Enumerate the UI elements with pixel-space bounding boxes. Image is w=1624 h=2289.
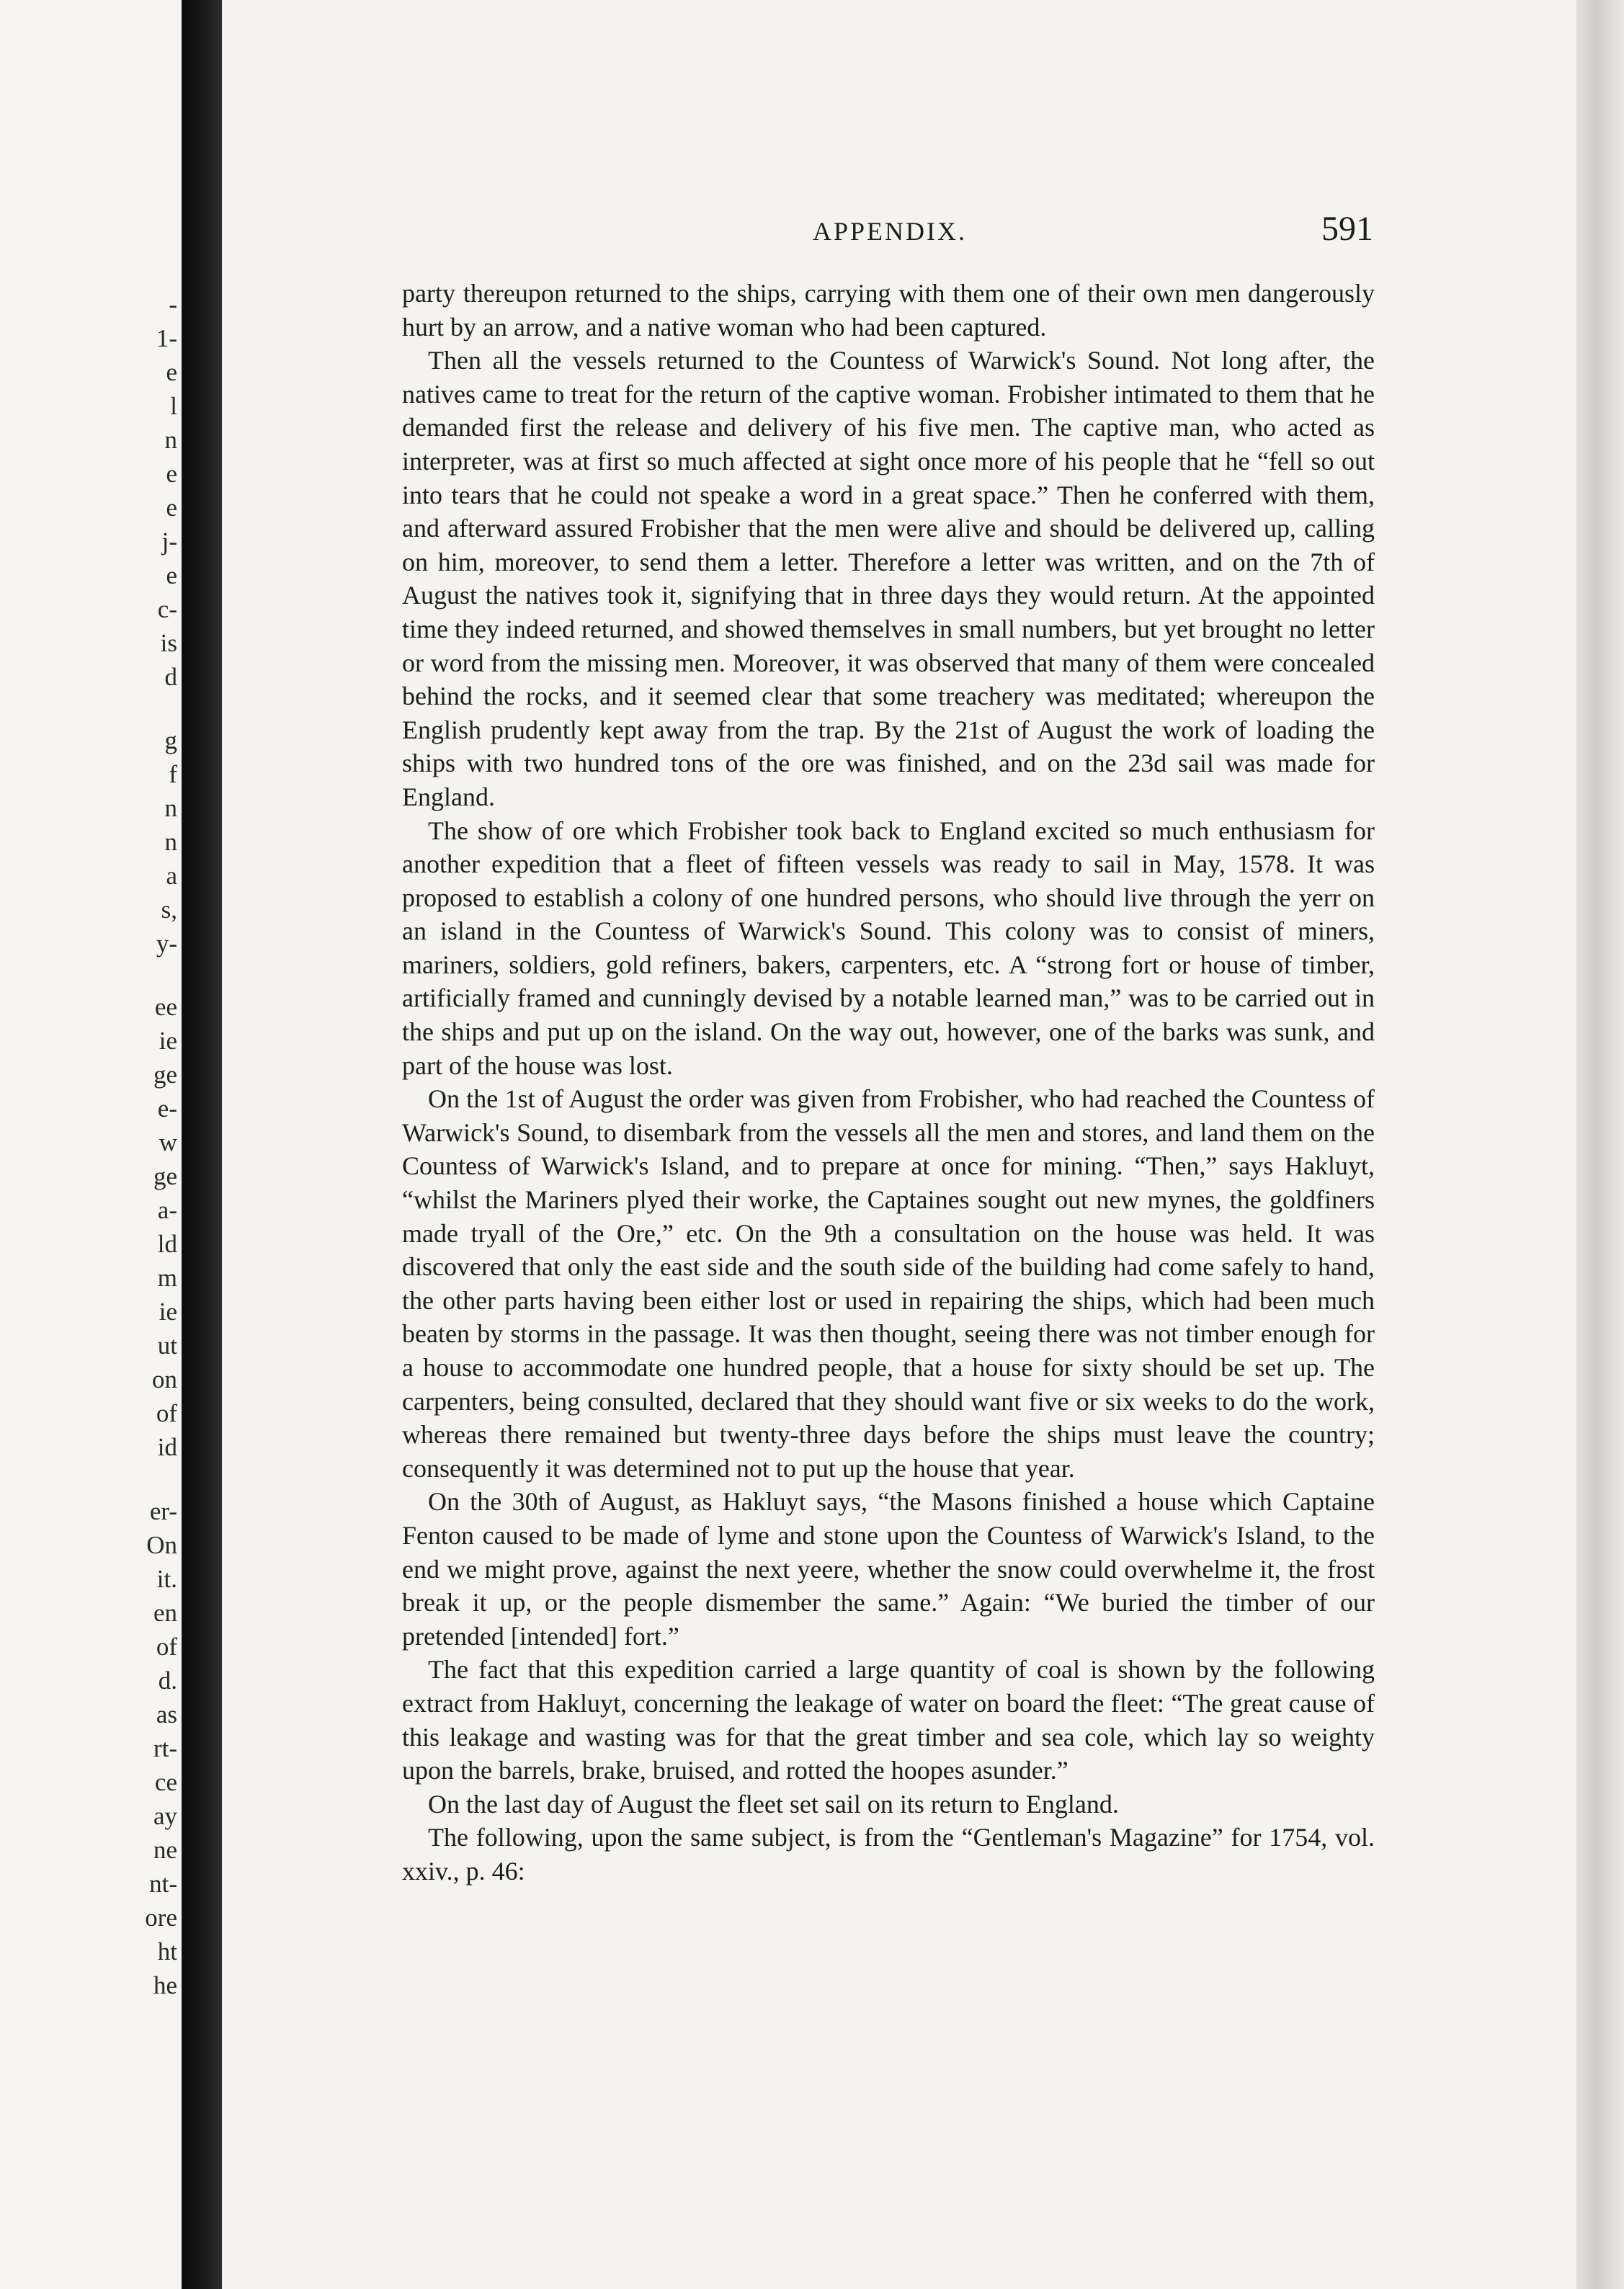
left-page-fragment: g <box>164 726 177 754</box>
left-page-fragment: is <box>160 629 177 657</box>
left-page-fragment: he <box>153 1971 177 1999</box>
left-page-fragment: ee <box>154 993 177 1021</box>
left-page-fragment: ie <box>159 1027 177 1055</box>
body-text <box>402 277 1375 1888</box>
left-page-fragment: as <box>156 1700 177 1728</box>
left-page-fragment: ie <box>159 1298 177 1326</box>
left-page-fragment: n <box>164 794 177 822</box>
paragraph: The show of ore which Frobisher took back to England excited so much enthusiasm for another expedition that a fleet of fifteen vessels was ready to sail in May, 1578. It was proposed to establish a colony of one hundred persons, who should live through the yerr on an island in the Countess of Warwick's Sound. This colony was to consist of miners, mariners, soldiers, gold refiners, bakers, carpenters, etc. A “strong fort or house of timber, artificially framed and cunningly devised by a notable learned man,” was to be carried out in the ships and put up on the island. On the way out, however, one of the barks was sunk, and part of the house was lost. <box>402 816 1375 1080</box>
left-page-fragment: s, <box>161 896 177 924</box>
paragraph: party thereupon returned to the ships, carrying with them one of their own men dangerously hurt by an arrow, and a native woman who had been captured. <box>402 279 1375 342</box>
left-page-fragment: d <box>164 663 177 691</box>
left-page-fragment: d. <box>158 1666 177 1695</box>
left-page-fragment: ut <box>157 1331 177 1360</box>
book-gutter <box>182 0 222 2289</box>
left-facing-page <box>0 0 182 2289</box>
paragraph: Then all the vessels returned to the Countess of Warwick's Sound. Not long after, the natives came to treat for the return of the captive woman. Frobisher intimated to them that he demanded first the release and delivery of his five men. The captive man, who acted as interpreter, was at first so much affected at sight once more of his people that he “fell so out into tears that he could not speake a word in a great space.” Then he conferred with them, and afterward assured Frobisher that the men were alive and should be delivered up, calling on him, moreover, to send them a letter. Therefore a letter was written, and on the 7th of August the natives took it, signifying that in three days they would return. At the appointed time they indeed returned, and showed themselves in small numbers, but yet brought no letter or word from the missing men. Moreover, it was observed that many of them were concealed behind the rocks, and it seemed clear that some treachery was meditated; whereupon the English prudently kept away from the trap. By the 21st of August the work of loading the ships with two hundred tons of the ore was finished, and on the 23d sail was made for England. <box>402 346 1375 811</box>
left-page-fragment: on <box>152 1365 177 1393</box>
left-page-fragment: a- <box>157 1196 177 1224</box>
left-page-fragment: w <box>159 1128 177 1156</box>
paragraph: On the 1st of August the order was given from Frobisher, who had reached the Countess of Warwick's Sound, to disembark from the vessels all the men and stores, and land them on the Countess of Warwick's Island, and to prepare at once for mining. “Then,” says Hakluyt, “whilst the Mariners plyed their worke, the Captaines sought out new mynes, the goldfiners made tryall of the Ore,” etc. On the 9th a consultation on the house was held. It was discovered that only the east side and the south side of the building had come safely to hand, the other parts having been either lost or used in repairing the ships, which had been much beaten by storms in the passage. It was then thought, seeing there was not timber enough for a house to accommodate one hundred people, that a house for sixty should be set up. The carpenters, being consulted, declared that they should want five or six weeks to do the work, whereas there remained but twenty-three days before the ships must leave the country; consequently it was determined not to put up the house that year. <box>402 1084 1375 1483</box>
left-page-fragment: id <box>157 1433 177 1461</box>
page-edge <box>1576 0 1624 2289</box>
left-page-fragment: ge <box>153 1162 177 1190</box>
left-page-fragment: n <box>164 828 177 856</box>
left-page-fragment: n <box>164 426 177 454</box>
left-page-fragment: ge <box>153 1061 177 1089</box>
left-page-fragment: e <box>166 460 177 488</box>
left-page-fragment: e- <box>157 1094 177 1123</box>
paragraph: The following, upon the same subject, is from the “Gentleman's Magazine” for 1754, vol. xxiv., p. 46: <box>402 1823 1375 1886</box>
left-page-fragment: ld <box>157 1230 177 1258</box>
left-page-fragment: ce <box>154 1768 177 1796</box>
left-page-fragment: of <box>156 1399 177 1427</box>
paragraph: On the last day of August the fleet set sail on its return to England. <box>428 1789 1119 1819</box>
left-page-fragment: c- <box>157 595 177 623</box>
left-page-fragment: nt- <box>149 1870 177 1898</box>
left-page-fragment: a <box>166 862 177 890</box>
left-page-fragment: - <box>169 290 177 318</box>
left-page-fragment: rt- <box>153 1734 177 1762</box>
left-page-fragment: e <box>166 358 177 386</box>
paragraph: The fact that this expedition carried a large quantity of coal is shown by the following extract from Hakluyt, concerning the leakage of water on board the fleet: “The great cause of this leakage and wasting was for that the great timber and sea cole, which lay so weighty upon the barrels, brake, bruised, and rotted the hoopes asunder.” <box>402 1655 1375 1785</box>
left-page-fragment: ht <box>157 1937 177 1965</box>
left-page-fragment: l <box>170 392 177 420</box>
left-page-fragment: ne <box>153 1836 177 1864</box>
running-head: APPENDIX. <box>813 217 968 246</box>
left-page-fragment: e <box>166 561 177 589</box>
left-page-fragment: ay <box>153 1802 177 1830</box>
left-page-fragment: y- <box>156 929 177 958</box>
left-page-fragment: j- <box>161 527 177 555</box>
left-page-fragment: ore <box>145 1904 177 1932</box>
page-number: 591 <box>1321 210 1373 248</box>
left-page-fragment: m <box>157 1264 177 1292</box>
left-page-fragment: of <box>156 1633 177 1661</box>
paragraph: On the 30th of August, as Hakluyt says, “the Masons finished a house which Captaine Fenton caused to be made of lyme and stone upon the Countess of Warwick's Island, to the end we might prove, against the next yeere, whether the snow could overwhelme it, the frost break it up, or the people dismember the same.” Again: “We buried the timber of our pretended [intended] fort.” <box>402 1487 1375 1651</box>
left-page-fragment: it. <box>156 1565 177 1593</box>
left-page-fragment: e <box>166 494 177 522</box>
left-page-fragment: On <box>146 1531 177 1559</box>
left-page-fragment: f <box>169 760 177 788</box>
left-page-fragment: en <box>153 1599 177 1627</box>
left-page-fragment: 1- <box>156 324 177 352</box>
left-page-fragment: er- <box>149 1497 177 1525</box>
